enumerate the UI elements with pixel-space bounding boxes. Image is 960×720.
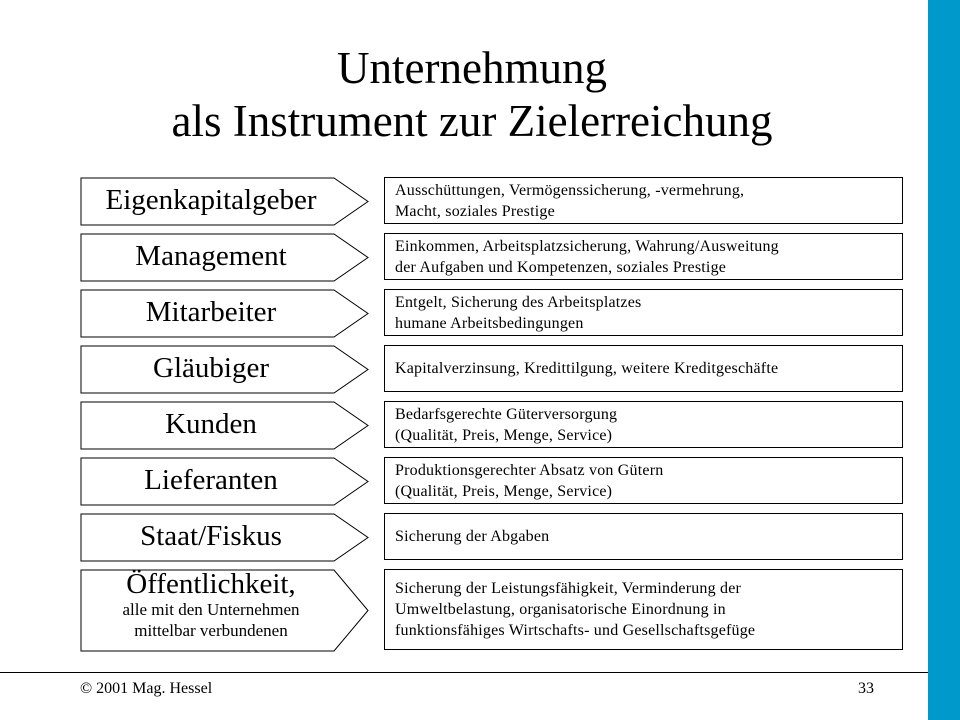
stakeholder-row: [0, 457, 928, 504]
footer-divider: [0, 672, 928, 673]
goal-box: [384, 345, 903, 392]
stakeholder-row: [0, 289, 928, 336]
goal-text-line: (Qualität, Preis, Menge, Service): [395, 482, 613, 500]
stakeholder-arrow: [80, 345, 370, 392]
stakeholder-name: Eigenkapitalgeber: [105, 184, 317, 216]
goal-text-line: Sicherung der Leistungsfähigkeit, Verminderung der: [395, 580, 742, 597]
footer-page-number: 33: [858, 680, 874, 697]
stakeholder-label: [80, 569, 342, 641]
stakeholder-name: Mitarbeiter: [145, 296, 277, 328]
goal-text-line: Ausschüttungen, Vermögenssicherung, -vermehrung,: [395, 181, 745, 199]
goal-text-line: (Qualität, Preis, Menge, Service): [395, 426, 613, 444]
stakeholder-row: [0, 569, 928, 650]
stakeholder-subtext: alle mit den Unternehmen: [122, 600, 300, 619]
title-line-2: als Instrument zur Zielerreichung: [171, 96, 773, 146]
goal-box: [384, 289, 903, 336]
goal-text-line: funktionsfähiges Wirtschafts- und Gesellschaftsgefüge: [395, 622, 756, 639]
stakeholder-arrow: [80, 457, 370, 504]
stakeholder-row: [0, 401, 928, 448]
stakeholder-name: Management: [135, 240, 287, 272]
stakeholder-subtext: mittelbar verbundenen: [134, 621, 288, 640]
stakeholder-arrow: [80, 513, 370, 560]
stakeholder-name: Gläubiger: [153, 352, 269, 384]
goal-text-line: Kapitalverzinsung, Kredittilgung, weitere Kreditgeschäfte: [395, 360, 779, 377]
goal-text-line: Umweltbelastung, organisatorische Einordnung in: [395, 601, 726, 618]
stakeholder-name: Lieferanten: [144, 464, 278, 496]
goal-text-line: Macht, soziales Prestige: [395, 202, 555, 220]
goal-text-line: Bedarfsgerechte Güterversorgung: [395, 405, 618, 423]
goal-box: [384, 513, 903, 560]
goal-text-line: der Aufgaben und Kompetenzen, soziales Prestige: [395, 258, 727, 276]
goal-box: [384, 233, 903, 280]
stakeholder-row: [0, 345, 928, 392]
stakeholder-arrow: [80, 569, 370, 650]
goal-text-line: Sicherung der Abgaben: [395, 528, 550, 545]
footer-copyright: © 2001 Mag. Hessel: [80, 680, 213, 697]
goal-text-line: humane Arbeitsbedingungen: [395, 314, 584, 332]
goal-box: [384, 569, 903, 650]
title-line-1: Unternehmung: [337, 43, 607, 93]
stakeholder-arrow: [80, 177, 370, 224]
stakeholder-row: [0, 513, 928, 560]
stakeholder-row: [0, 233, 928, 280]
goal-text-line: Einkommen, Arbeitsplatzsicherung, Wahrung/Ausweitung: [395, 237, 779, 255]
goal-box: [384, 177, 903, 224]
stakeholder-arrow: [80, 401, 370, 448]
stakeholder-name: Öffentlichkeit,: [126, 568, 296, 600]
goal-text-line: Produktionsgerechter Absatz von Gütern: [395, 461, 664, 479]
stakeholder-arrow: [80, 233, 370, 280]
goal-text-line: Entgelt, Sicherung des Arbeitsplatzes: [395, 293, 642, 311]
stakeholder-name: Kunden: [165, 408, 257, 440]
stakeholder-name: Staat/Fiskus: [140, 520, 282, 552]
slide-title: [0, 42, 944, 148]
stakeholder-arrow: [80, 289, 370, 336]
stakeholder-row: [0, 177, 928, 224]
goal-box: [384, 401, 903, 448]
goal-box: [384, 457, 903, 504]
